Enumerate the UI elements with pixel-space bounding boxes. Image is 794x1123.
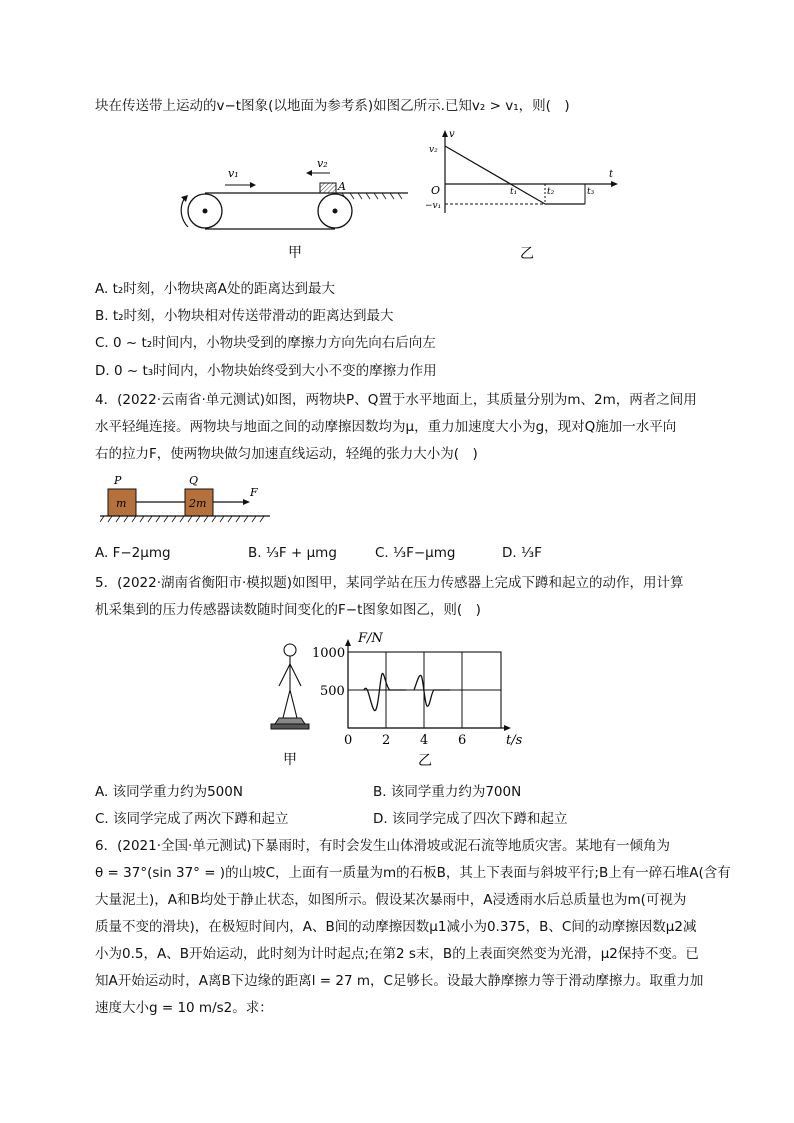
origin-label: O — [431, 184, 441, 197]
q6-line-3: 大量泥土)，A和B均处于静止状态，如图所示。假设某次暴雨中，A浸透雨水后总质量也为m(可视为 — [95, 892, 687, 908]
y-tick-500: 500 — [320, 684, 345, 699]
t2-tick: t₂ — [547, 187, 555, 197]
q4-option-b: B. ⅓F + μmg — [248, 545, 337, 561]
person-head — [284, 644, 296, 656]
m-label: m — [116, 497, 127, 510]
neg-v1-tick: −v₁ — [425, 201, 442, 211]
2m-label: 2m — [189, 497, 207, 510]
x-tick-2: 2 — [382, 733, 391, 748]
q5-option-a: A. 该同学重力约为500N — [95, 784, 243, 800]
caption-jia: 甲 — [288, 245, 302, 261]
q3-option-a: A. t₂时刻，小物块离A处的距离达到最大 — [95, 281, 336, 297]
p-label: P — [114, 474, 122, 487]
q6-line-6: 知A开始运动时，A离B下边缘的距离l = 27 m，C足够长。设最大静摩擦力等于滑动摩擦力。取重力加 — [95, 973, 704, 989]
q6-line-7: 速度大小g = 10 m/s2。求： — [95, 1000, 273, 1016]
x-tick-4: 4 — [420, 733, 429, 748]
rotation-arrow — [181, 199, 188, 227]
x-tick-0: 0 — [344, 733, 353, 748]
a-label: A — [338, 180, 346, 193]
v2-label: v₂ — [317, 157, 328, 170]
x-tick-6: 6 — [458, 733, 467, 748]
caption-jia-5: 甲 — [283, 752, 297, 768]
force-curve-1 — [364, 673, 406, 710]
v1-label: v₁ — [228, 167, 239, 180]
q4-option-c: C. ⅓F−μmg — [375, 545, 456, 561]
q-label: Q — [189, 474, 199, 487]
pq-figure — [100, 472, 280, 528]
f-label: F — [250, 486, 258, 499]
caption-yi: 乙 — [520, 246, 534, 262]
q3-intro: 块在传送带上运动的v−t图象(以地面为参考系)如图乙所示.已知v₂ > v₁，则( ) — [95, 98, 570, 114]
t3-tick: t₃ — [587, 187, 595, 197]
conveyor-figure — [170, 155, 430, 265]
block-a — [320, 183, 336, 193]
q5-option-b: B. 该同学重力约为700N — [373, 784, 522, 800]
v2-tick: v₂ — [429, 145, 438, 155]
q4-option-d: D. ⅓F — [502, 545, 542, 561]
t-axis-label: t — [609, 169, 614, 180]
q5-option-c: C. 该同学完成了两次下蹲和起立 — [95, 811, 289, 827]
sensor-top — [275, 718, 305, 724]
q4-option-a: A. F−2μmg — [95, 545, 171, 561]
q6-line-1: 6．(2021·全国·单元测试)下暴雨时，有时会发生山体滑坡或泥石流等地质灾害。某地有一倾角为 — [95, 838, 671, 854]
caption-yi-5: 乙 — [418, 753, 432, 769]
q3-option-c: C. 0 ~ t₂时间内，小物块受到的摩擦力方向先向右后向左 — [95, 335, 436, 351]
f-axis-label: F/N — [358, 631, 383, 646]
y-tick-1000: 1000 — [312, 646, 346, 661]
q6-line-4: 质量不变的滑块)，在极短时间内，A、B间的动摩擦因数μ1减小为0.375，B、C间的动摩擦因数μ2减 — [95, 919, 697, 935]
q5-line-1: 5．(2022·湖南省衡阳市·模拟题)如图甲，某同学站在压力传感器上完成下蹲和起立的动作，用计算 — [95, 575, 684, 591]
person-figure — [265, 640, 315, 770]
vt-graph — [425, 128, 625, 263]
q4-line-3: 右的拉力F，使两物块做匀加速直线运动，轻绳的张力大小为( ) — [95, 446, 478, 462]
q3-option-b: B. t₂时刻，小物块相对传送带滑动的距离达到最大 — [95, 308, 394, 324]
force-curve-2 — [414, 675, 450, 706]
q4-line-1: 4．(2022·云南省·单元测试)如图，两物块P、Q置于水平地面上，其质量分别为m、2m，两者之间用 — [95, 392, 697, 408]
q4-line-2: 水平轻绳连接。两物块与地面之间的动摩擦因数均为μ，重力加速度大小为g，现对Q施加一水平向 — [95, 419, 677, 435]
t1-tick: t₁ — [510, 187, 518, 197]
q6-line-2: θ = 37°(sin 37° = )的山坡C，上面有一质量为m的石板B，其上下表面与斜坡平行;B上有一碎石堆A(含有 — [95, 865, 731, 881]
q5-line-2: 机采集到的压力传感器读数随时间变化的F−t图象如图乙，则( ) — [95, 602, 481, 618]
q5-option-d: D. 该同学完成了四次下蹲和起立 — [373, 811, 568, 827]
t-axis-label-5: t/s — [506, 733, 523, 748]
sensor-base — [271, 724, 309, 729]
vt-line-decel — [445, 146, 545, 204]
v-axis-label: v — [449, 129, 455, 140]
ft-graph — [310, 630, 540, 772]
q3-option-d: D. 0 ~ t₃时间内，小物块始终受到大小不变的摩擦力作用 — [95, 363, 437, 379]
q6-line-5: 小为0.5，A、B开始运动，此时刻为计时起点;在第2 s末，B的上表面突然变为光滑，μ2保持不变。已 — [95, 946, 699, 962]
